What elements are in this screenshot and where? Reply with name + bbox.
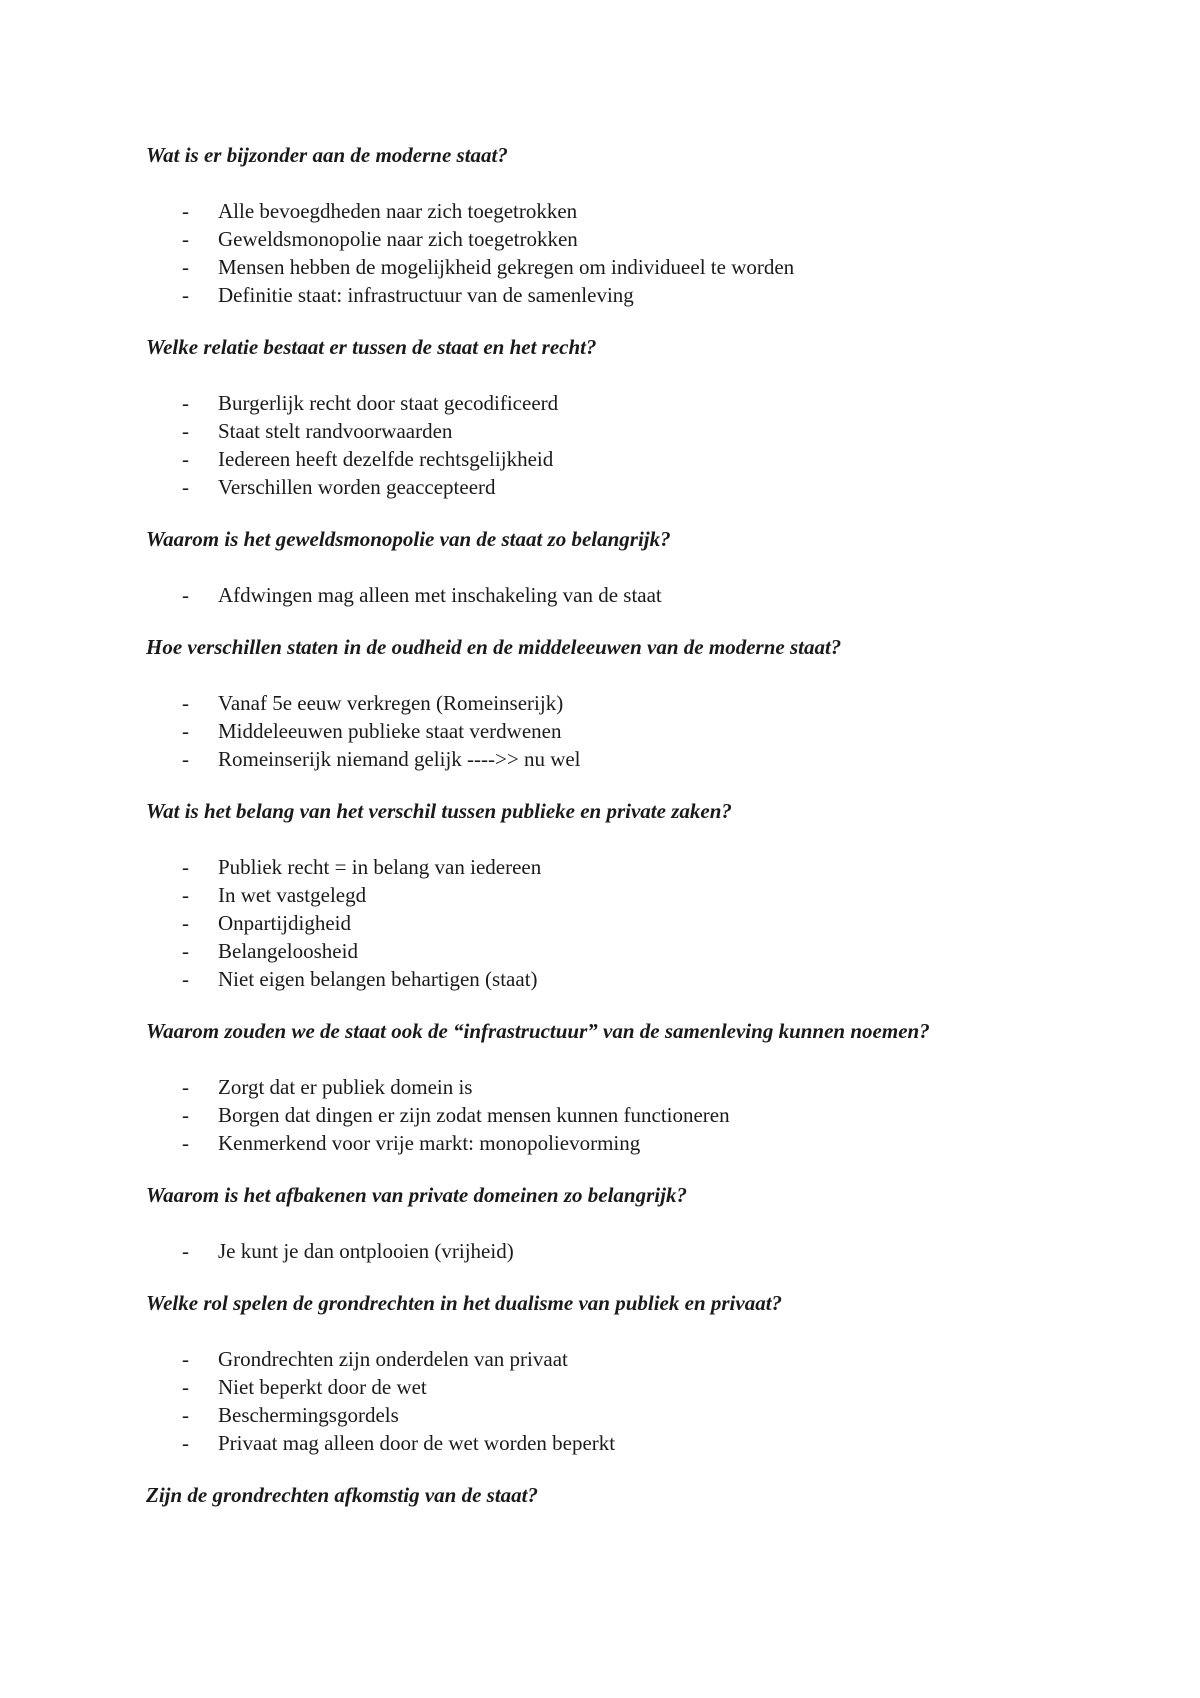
answer-text: Romeinserijk niemand gelijk ---->> nu wel	[218, 747, 581, 771]
answer-list	[146, 1237, 1106, 1265]
bullet-dash: -	[182, 1131, 189, 1155]
qa-section	[146, 141, 1106, 309]
answer-list-item	[146, 881, 1106, 909]
answer-list-item	[146, 1101, 1106, 1129]
answer-text: Staat stelt randvoorwaarden	[218, 419, 453, 443]
qa-section	[146, 525, 1106, 609]
bullet-dash: -	[182, 1375, 189, 1399]
question-heading: Welke rol spelen de grondrechten in het dualisme van publiek en privaat?	[146, 1291, 783, 1315]
bullet-dash: -	[182, 747, 189, 771]
answer-list-item	[146, 937, 1106, 965]
bullet-dash: -	[182, 475, 189, 499]
bullet-dash: -	[182, 255, 189, 279]
qa-section	[146, 1017, 1106, 1157]
answer-list	[146, 197, 1106, 309]
answer-text: Publiek recht = in belang van iedereen	[218, 855, 542, 879]
answer-text: Alle bevoegdheden naar zich toegetrokken	[218, 199, 578, 223]
answer-text: Belangeloosheid	[218, 939, 358, 963]
answer-text: Privaat mag alleen door de wet worden beperkt	[218, 1431, 616, 1455]
answer-list-item	[146, 745, 1106, 773]
answer-list-item	[146, 1429, 1106, 1457]
answer-list-item	[146, 965, 1106, 993]
answer-list-item	[146, 1373, 1106, 1401]
answer-text: Afdwingen mag alleen met inschakeling van de staat	[218, 583, 662, 607]
answer-list-item	[146, 1073, 1106, 1101]
bullet-dash: -	[182, 447, 189, 471]
answer-list-item	[146, 253, 1106, 281]
question-heading: Waarom is het geweldsmonopolie van de staat zo belangrijk?	[146, 527, 671, 551]
answer-text: Kenmerkend voor vrije markt: monopolievorming	[218, 1131, 641, 1155]
answer-text: Borgen dat dingen er zijn zodat mensen kunnen functioneren	[218, 1103, 730, 1127]
answer-text: Verschillen worden geaccepteerd	[218, 475, 496, 499]
answer-list-item	[146, 689, 1106, 717]
answer-list-item	[146, 225, 1106, 253]
answer-list-item	[146, 909, 1106, 937]
qa-section	[146, 1481, 1106, 1509]
answer-list	[146, 389, 1106, 501]
answer-text: Niet beperkt door de wet	[218, 1375, 427, 1399]
answer-text: Onpartijdigheid	[218, 911, 351, 935]
answer-text: In wet vastgelegd	[218, 883, 367, 907]
answer-list-item	[146, 197, 1106, 225]
answer-text: Zorgt dat er publiek domein is	[218, 1075, 473, 1099]
question-heading: Hoe verschillen staten in de oudheid en de middeleeuwen van de moderne staat?	[146, 635, 842, 659]
bullet-dash: -	[182, 883, 189, 907]
answer-list-item	[146, 417, 1106, 445]
question-heading: Waarom is het afbakenen van private domeinen zo belangrijk?	[146, 1183, 687, 1207]
question-heading: Wat is het belang van het verschil tussen publieke en private zaken?	[146, 799, 732, 823]
bullet-dash: -	[182, 855, 189, 879]
answer-list-item	[146, 1345, 1106, 1373]
answer-list-item	[146, 473, 1106, 501]
qa-section	[146, 1289, 1106, 1457]
answer-text: Iedereen heeft dezelfde rechtsgelijkheid	[218, 447, 554, 471]
qa-section	[146, 797, 1106, 993]
answer-text: Niet eigen belangen behartigen (staat)	[218, 967, 538, 991]
answer-list-item	[146, 581, 1106, 609]
answer-list-item	[146, 853, 1106, 881]
answer-list	[146, 581, 1106, 609]
bullet-dash: -	[182, 283, 189, 307]
answer-text: Grondrechten zijn onderdelen van privaat	[218, 1347, 568, 1371]
answer-list-item	[146, 717, 1106, 745]
question-heading: Wat is er bijzonder aan de moderne staat?	[146, 143, 508, 167]
bullet-dash: -	[182, 939, 189, 963]
answer-text: Middeleeuwen publieke staat verdwenen	[218, 719, 562, 743]
answer-list-item	[146, 389, 1106, 417]
answer-list-item	[146, 1129, 1106, 1157]
answer-text: Je kunt je dan ontplooien (vrijheid)	[218, 1239, 514, 1263]
bullet-dash: -	[182, 391, 189, 415]
qa-section	[146, 1181, 1106, 1265]
bullet-dash: -	[182, 1403, 189, 1427]
answer-text: Geweldsmonopolie naar zich toegetrokken	[218, 227, 578, 251]
bullet-dash: -	[182, 1103, 189, 1127]
bullet-dash: -	[182, 691, 189, 715]
answer-list	[146, 853, 1106, 993]
answer-list	[146, 1345, 1106, 1457]
bullet-dash: -	[182, 911, 189, 935]
answer-text: Vanaf 5e eeuw verkregen (Romeinserijk)	[218, 691, 564, 715]
answer-list-item	[146, 1237, 1106, 1265]
qa-section	[146, 633, 1106, 773]
bullet-dash: -	[182, 1239, 189, 1263]
bullet-dash: -	[182, 719, 189, 743]
document-body	[146, 141, 1106, 1537]
question-heading: Welke relatie bestaat er tussen de staat en het recht?	[146, 335, 597, 359]
answer-text: Beschermingsgordels	[218, 1403, 399, 1427]
question-heading: Waarom zouden we de staat ook de “infrastructuur” van de samenleving kunnen noemen?	[146, 1019, 930, 1043]
answer-list-item	[146, 1401, 1106, 1429]
answer-list-item	[146, 281, 1106, 309]
bullet-dash: -	[182, 967, 189, 991]
answer-text: Burgerlijk recht door staat gecodificeerd	[218, 391, 559, 415]
answer-list	[146, 1073, 1106, 1157]
bullet-dash: -	[182, 1431, 189, 1455]
bullet-dash: -	[182, 227, 189, 251]
bullet-dash: -	[182, 1075, 189, 1099]
bullet-dash: -	[182, 583, 189, 607]
answer-text: Mensen hebben de mogelijkheid gekregen om individueel te worden	[218, 255, 795, 279]
answer-text: Definitie staat: infrastructuur van de samenleving	[218, 283, 634, 307]
bullet-dash: -	[182, 199, 189, 223]
question-heading: Zijn de grondrechten afkomstig van de staat?	[146, 1483, 539, 1507]
bullet-dash: -	[182, 419, 189, 443]
answer-list-item	[146, 445, 1106, 473]
bullet-dash: -	[182, 1347, 189, 1371]
answer-list	[146, 689, 1106, 773]
qa-section	[146, 333, 1106, 501]
